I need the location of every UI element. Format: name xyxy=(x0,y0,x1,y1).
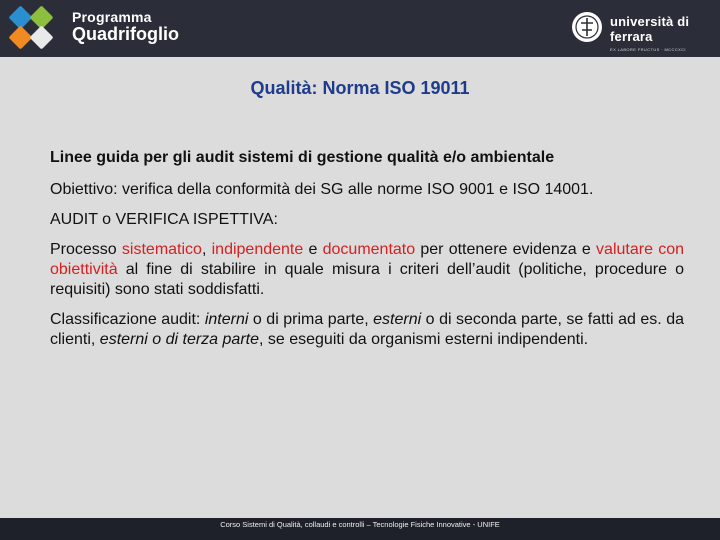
process-text-4: per ottenere evidenza e xyxy=(415,241,597,258)
highlight-independent: indipendente xyxy=(211,241,304,258)
slide-body xyxy=(50,148,684,350)
process-text-2: , xyxy=(201,241,212,258)
process-definition xyxy=(50,240,684,300)
university-name: università di ferrara xyxy=(610,14,690,44)
university-seal-icon xyxy=(571,11,603,43)
process-text-5: al fine di stabilire in quale misura i criteri dell’audit (politiche, procedure o requisiti) sono stati soddisfatti. xyxy=(50,261,684,298)
class-text-1: Classificazione audit: xyxy=(50,311,205,328)
highlight-systematic: sistematico xyxy=(121,241,202,258)
audit-heading: AUDIT o VERIFICA ISPETTIVA: xyxy=(50,211,278,228)
slide-subtitle: Linee guida per gli audit sistemi di gestione qualità e/o ambientale xyxy=(50,149,555,166)
university-motto: EX LABORE FRUCTUS · MCCCXCI xyxy=(610,47,686,52)
university-brand xyxy=(610,14,720,52)
footer-bar xyxy=(0,518,720,540)
footer-text: Corso Sistemi di Qualità, collaudi e controlli – Tecnologie Fisiche Innovative - UNIFE xyxy=(220,520,500,529)
header-bar xyxy=(0,0,720,57)
classification-text xyxy=(50,310,684,350)
objective-text: Obiettivo: verifica della conformità dei SG alle norme ISO 9001 e ISO 14001. xyxy=(50,181,594,198)
slide-title: Qualità: Norma ISO 19011 xyxy=(250,78,470,98)
process-text-3: e xyxy=(303,241,323,258)
highlight-documented: documentato xyxy=(322,241,416,258)
process-text-1: Processo xyxy=(50,241,122,258)
four-leaf-clover-icon xyxy=(6,4,58,52)
brand-line-2: Quadrifoglio xyxy=(72,23,179,44)
slide-content xyxy=(0,57,720,518)
program-brand xyxy=(72,10,179,44)
brand-line-1: Programma xyxy=(72,9,152,25)
class-italic-internal: interni xyxy=(204,311,249,328)
class-text-4: , se eseguiti da organismi esterni indipendenti. xyxy=(259,331,589,348)
highlight-objectivity: valutare con obiettività xyxy=(50,241,684,278)
class-text-2: o di prima parte, xyxy=(248,311,374,328)
class-italic-external: esterni xyxy=(373,311,422,328)
class-italic-third-party: esterni o di terza parte xyxy=(99,331,259,348)
class-text-3: o di seconda parte, se fatti ad es. da clienti, xyxy=(50,311,684,348)
